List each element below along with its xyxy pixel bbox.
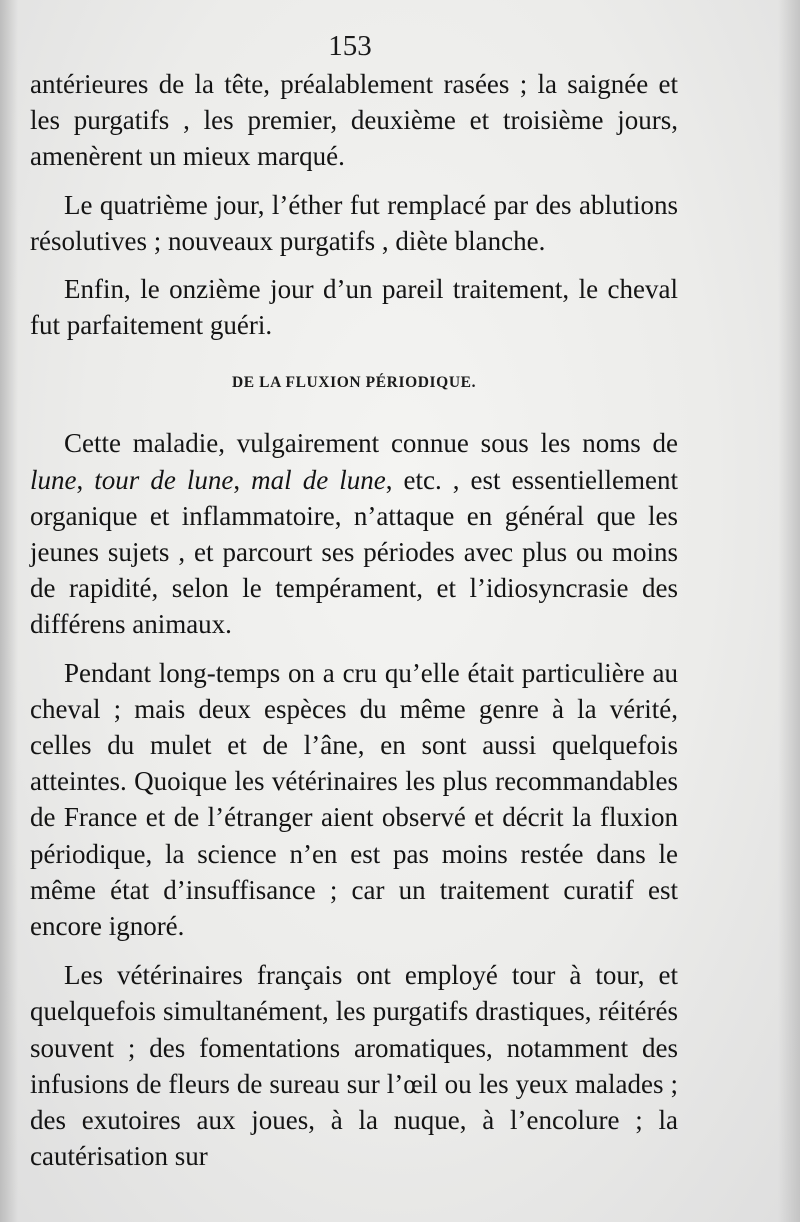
page-shadow-right xyxy=(778,0,800,1222)
paragraph-fourth-day: Le quatrième jour, l’éther fut remplacé par des ablutions résolutives ; nouveaux purgatifs , diète blanche. xyxy=(30,189,678,256)
p4-sep-1: , xyxy=(76,464,95,495)
page-shadow-left xyxy=(0,0,18,1222)
paragraph-treatments: Les vétérinaires français ont employé tour à tour, et quelquefois simultanément, les purgatifs drastiques, réitérés souvent ; des fomentations aromatiques, notamment des infusions de fleurs de sureau sur l’œil ou les yeux malades ; des exutoires aux joues, à la nuque, à l’encolure ; la cautérisation sur xyxy=(30,960,678,1172)
p4-italic-tour-de-lune: tour de lune xyxy=(94,464,234,495)
body-text xyxy=(30,66,678,1174)
page-number: 153 xyxy=(328,30,372,62)
p4-text-2: , etc. , est essentiellement organique et inflammatoire, n’attaque en général que les jeunes sujets , et parcourt ses périodes avec plus ou moins de rapidité, selon le tempérament, et l’idiosyncrasie des différens animaux. xyxy=(30,464,679,640)
p4-italic-lune: lune xyxy=(30,464,77,495)
paragraph-disease-description xyxy=(30,425,678,642)
paragraph-eleventh-day: Enfin, le onzième jour d’un pareil traitement, le cheval fut parfaitement guéri. xyxy=(30,274,678,341)
paragraph-history: Pendant long-temps on a cru qu’elle était particulière au cheval ; mais deux espèces du même genre à la vérité, celles du mulet et de l’âne, en sont aussi quelquefois atteintes. Quoique les vétérinaires les plus recommandables de France et de l’étranger aient observé et décrit la fluxion périodique, la science n’en est pas moins restée dans le même état d’insuffisance ; car un traitement curatif est encore ignoré. xyxy=(30,657,678,942)
p4-sep-2: , xyxy=(233,464,252,495)
p4-italic-mal-de-lune: mal de lune xyxy=(251,464,386,495)
p4-text-1: Cette maladie, vulgairement connue sous les noms de xyxy=(64,428,678,459)
section-heading: DE LA FLUXION PÉRIODIQUE. xyxy=(231,374,477,392)
paragraph-continuation: antérieures de la tête, préalablement rasées ; la saignée et les purgatifs , les premier, deuxième et troisième jours, amenèrent un mieux marqué. xyxy=(30,69,678,172)
